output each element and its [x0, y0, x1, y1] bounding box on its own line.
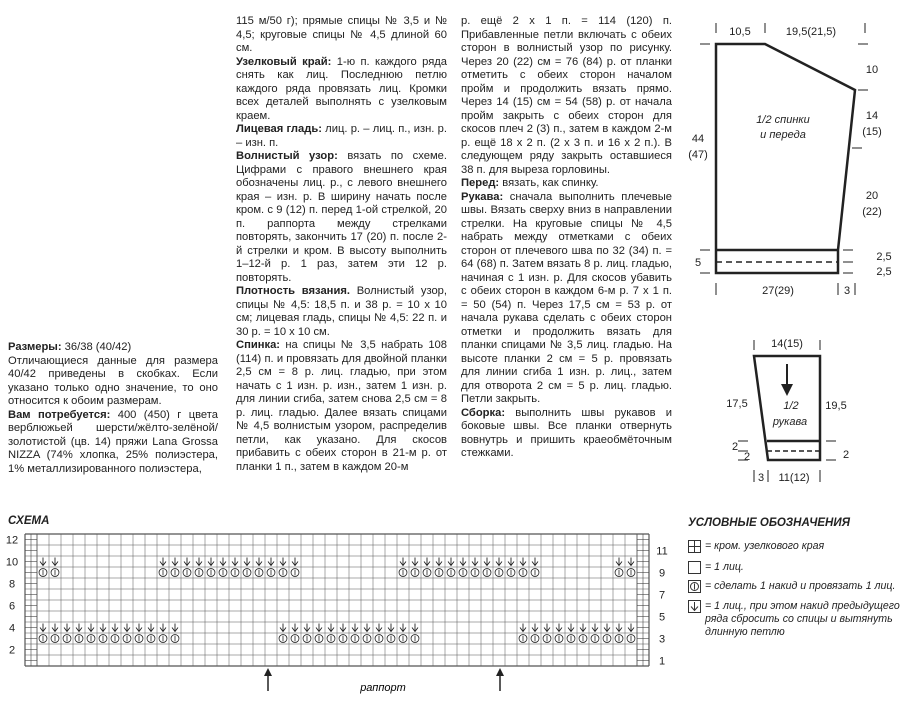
sizes-note: Отличающиеся данные для размера 40/42 приведены в скобках. Если указано только одно значение, то оно относится к обоим размерам.: [8, 354, 218, 407]
legend-item-drop: [688, 600, 913, 639]
text-column-3: [461, 15, 672, 461]
intro-paragraph: 115 м/50 г); прямые спицы № 3,5 и № 4,5; круговые спицы № 4,5 длиной 60 см.: [236, 15, 447, 54]
legend-item-yarnover-text: = сделать 1 накид и провязать 1 лиц.: [705, 580, 896, 592]
gauge-value: Волнистый узор, спицы № 4,5: 18,5 п. и 38 р. = 10 х 10 см; лицевая гладь, спицы № 4,5: 22 п. и 30 р. = 10 х 10 см.: [236, 285, 447, 338]
direction-arrow-head: [781, 384, 793, 396]
row-number-left: 10: [5, 556, 19, 569]
back-value: на спицы № 3,5 набрать 108 (114) п. и провязать для двойной планки 2,5 см = 8 р. лиц. гладью, при этом начать с 1 изн. р. изн., затем 1 изн. р. для линии сгиба, затем снова 2,5 см = 8 р. лиц. гладью. Далее вязать спицами № 4,5 волнистым узором, распределив петли, как указано. Для скосов прибавить с обеих сторон в 21-м р. от планки 1 п., затем в каждом 20-м: [236, 339, 447, 473]
body-left-a: 44: [691, 133, 705, 145]
sleeves-paragraph: [461, 191, 672, 407]
wave-paragraph: [236, 150, 447, 285]
assembly-paragraph: [461, 407, 672, 461]
yarnover-symbol-icon: [688, 580, 701, 593]
edge-stitch-symbol-icon: [688, 540, 701, 553]
stockinette-value: лиц. р. – лиц. п., изн. р. – изн. п.: [236, 123, 447, 149]
row-number-right: 5: [658, 611, 666, 624]
materials-label: Вам потребуется:: [8, 408, 111, 421]
body-right-2b: (15): [862, 126, 882, 138]
body-right-3a: 20: [865, 190, 879, 202]
sleeve-bottom-width: 11(12): [778, 472, 810, 484]
row-number-left: 6: [8, 600, 16, 613]
sleeve-bottom-left: 3: [757, 472, 765, 484]
row-number-left: 4: [8, 622, 16, 635]
body-right-3b: (22): [862, 206, 882, 218]
legend-item-edge-text: = кром. узелкового края: [705, 540, 825, 552]
stockinette-paragraph: [236, 123, 447, 150]
assembly-value: выполнить швы рукавов и боковые швы. Все планки отвернуть вовнутрь и пришить краеобмёточным стежками.: [461, 406, 672, 459]
sleeve-label-a: 1/2: [783, 400, 799, 412]
body-bottom-width: 27(29): [762, 285, 794, 297]
materials-value: 400 (450) г цвета верблюжьей шерсти/жёлто-зелёной/золотистой (цв. 14) пряжи Lana Grossa NIZZA (74% хлопка, 25% полиэстера, 1% металлизированного полиэстера,: [8, 408, 219, 475]
assembly-label: Сборка:: [461, 406, 506, 419]
sizes-value: 36/38 (40/42): [61, 341, 132, 353]
row-number-left: 12: [5, 534, 19, 547]
back-label: Спинка:: [236, 339, 281, 351]
wave-value: вязать по схеме. Цифрами с правого внешнего края обозначены лиц. р., с левого внешнего края – изн. р. В ширину начать после кром. с 9 (12) п. перед 1-ой стрелкой, 20 п. раппорта между стрелками повторять, закончить 17 (20) п. после 2-й стрелки и кром. В высоту выполнить 1–12-й р. 1 раз, затем эти 12 р. повторять.: [236, 150, 447, 284]
legend-item-knit-text: = 1 лиц.: [705, 561, 744, 573]
body-schematic: [676, 10, 916, 302]
body-label-b: и переда: [760, 129, 806, 141]
rapport-arrow-1-head: [264, 668, 272, 676]
sleeve-schematic: [720, 330, 860, 490]
legend-item-edge: [688, 540, 913, 553]
sleeves-label: Рукава:: [461, 190, 504, 203]
wave-label: Волнистый узор:: [236, 150, 338, 162]
gauge-label: Плотность вязания.: [236, 285, 350, 297]
body-right-2a: 14: [865, 110, 879, 122]
front-label: Перед:: [461, 177, 500, 189]
body-top-left: 10,5: [729, 26, 751, 38]
text-column-1: [8, 341, 218, 476]
front-paragraph: [461, 177, 672, 191]
sleeve-hem-left-1: 2: [731, 441, 739, 453]
body-hem-right-1: 2,5: [876, 251, 892, 263]
rapport-arrow-2-head: [496, 668, 504, 676]
continue-paragraph: р. ещё 2 х 1 п. = 114 (120) п. Прибавленные петли включать с обеих сторон в волнистый узор по рисунку. Через 20 (22) см = 76 (84) р. от планки отметить с обеих сторон началом пройм и продолжить вязать прямо. Через 14 (15) см = 54 (58) р. от начала пройм закрыть с обеих сторон для скосов плеч 2 (3) п., затем в каждом 2-м р. ещё 18 х 2 п. (2 х 3 п. и 16 х 2 п.). В следующем ряду закрыть оставшиеся 38 п. для выреза горловины.: [461, 15, 672, 176]
row-number-right: 7: [658, 589, 666, 602]
front-value: вязать, как спинку.: [499, 177, 599, 189]
body-right-1: 10: [865, 64, 879, 76]
knit-stitch-symbol-icon: [688, 561, 701, 574]
back-paragraph: [236, 339, 447, 474]
edge-label: Узелковый край:: [236, 55, 332, 68]
legend-item-yarnover: [688, 580, 913, 593]
row-number-left: 8: [8, 578, 16, 591]
sleeve-hem-left-2: 2: [743, 451, 751, 463]
sleeves-value: сначала выполнить плечевые швы. Вязать сверху вниз в направлении стрелки. На круговые спицы № 4,5 набрать между отметками с обеих сторон от плечевого шва по 32 (34) п. = 64 (68) п. Затем вязать 8 р. лиц. гладью, начиная с 1 изн. р. Для скосов убавить с обеих сторон в каждом 6-м р. 7 х 1 п. = 50 (54) п. Через 17,5 см = 53 р. от начала рукава сделать с обеих сторон отметки и продолжить вязать для планки спицами № 3,5 лиц. гладью. На высоте планки 2 см = 5 р. провязать для линии сгиба 1 изн. р. лиц., затем для отворота 2 см = 5 р. лиц. гладью. Петли закрыть.: [461, 190, 672, 405]
sizes-paragraph: [8, 341, 218, 355]
sleeve-top: 14(15): [771, 338, 803, 350]
row-number-left: 2: [8, 644, 16, 657]
body-left-b: (47): [688, 149, 708, 161]
body-label-a: 1/2 спинки: [756, 114, 810, 126]
legend-item-drop-text: = 1 лиц., при этом накид предыдущего ряда сбросить со спицы и вытянуть длинную петлю: [705, 600, 900, 638]
body-hem-left: 5: [694, 257, 702, 269]
row-number-right: 11: [656, 545, 668, 558]
legend-title: УСЛОВНЫЕ ОБОЗНАЧЕНИЯ: [688, 517, 850, 529]
sleeve-left: 17,5: [726, 398, 748, 410]
rapport-label: раппорт: [360, 682, 406, 694]
edge-value: 1-ю п. каждого ряда снять как лиц. Последнюю петлю каждого ряда провязать лиц. Кромки всех деталей выполнять с узелковым краем.: [236, 55, 447, 122]
stockinette-label: Лицевая гладь:: [236, 123, 322, 135]
row-number-right: 9: [658, 567, 666, 580]
knitting-chart: [0, 520, 680, 715]
sizes-label: Размеры:: [8, 341, 62, 353]
materials-paragraph: [8, 409, 218, 477]
body-outline: [716, 44, 855, 273]
edge-paragraph: [236, 56, 447, 124]
chart-title: СХЕМА: [8, 515, 50, 527]
body-hem-right-2: 2,5: [876, 266, 892, 278]
body-top-right: 19,5(21,5): [785, 26, 837, 38]
drop-stitch-symbol-icon: [688, 600, 701, 613]
text-column-2: [236, 15, 447, 474]
legend-item-knit: [688, 561, 913, 574]
row-number-right: 3: [658, 633, 666, 646]
sleeve-label-b: рукава: [772, 416, 808, 428]
sleeve-right: 19,5: [825, 400, 847, 412]
sleeve-hem-right: 2: [842, 449, 850, 461]
body-bottom-right: 3: [843, 285, 851, 297]
gauge-paragraph: [236, 285, 447, 339]
row-number-right: 1: [658, 655, 666, 668]
